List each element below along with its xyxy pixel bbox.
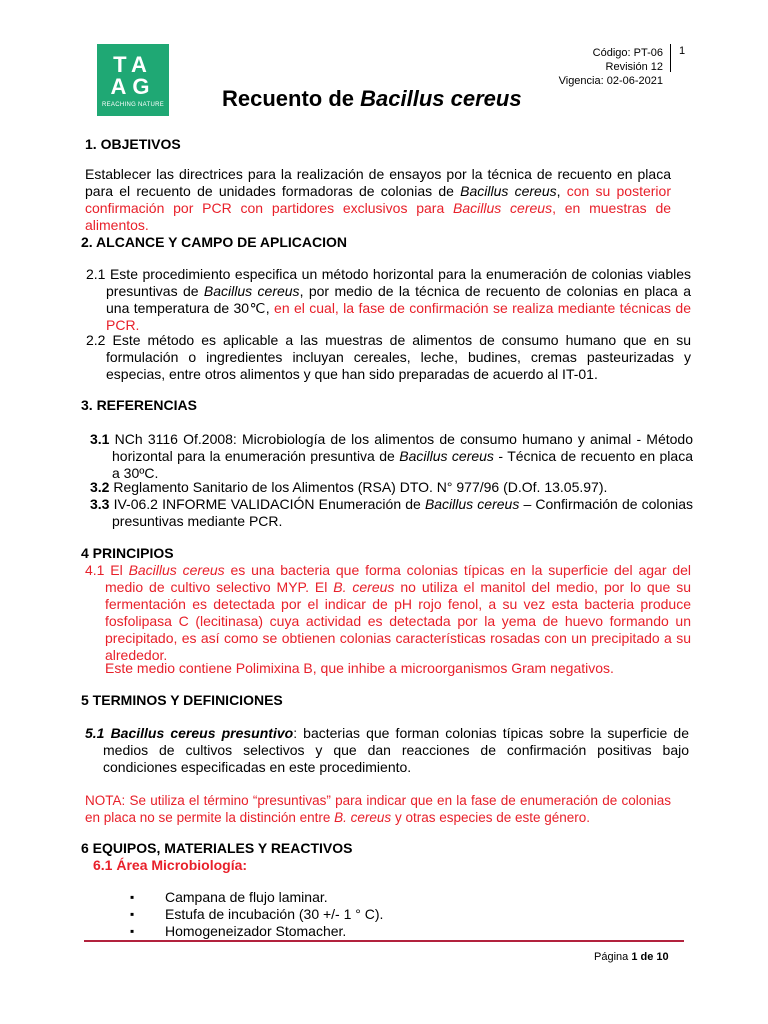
heading-terminos: 5 TERMINOS Y DEFINICIONES <box>81 692 283 708</box>
heading-equipos: 6 EQUIPOS, MATERIALES Y REACTIVOS <box>81 840 353 856</box>
alcance-2-1-red: en el cual, la fase de confirmación se realiza mediante técnicas de PCR. <box>106 300 691 333</box>
objetivos-paragraph <box>85 166 671 234</box>
principios-text-c: no utiliza el manitol del medio, por lo que su fermentación es detectada por el indicar de pH rojo fenol, a su vez esta bacteria produce fosfolipasa C (lecitinasa) cuya actividad es detectada por la yema de huevo formando un precipitado, es así como se obtienen colonias características rosadas con un precipitado a su alrededor. <box>105 579 691 663</box>
objetivos-species: Bacillus cereus <box>460 183 557 199</box>
principios-species-1: Bacillus cereus <box>128 562 225 578</box>
objetivos-red-text: con su posterior confirmación por PCR con partidores exclusivos para <box>85 183 671 216</box>
footer-divider <box>84 940 684 942</box>
principios-text-b: es una bacteria que forma colonias típicas en la superficie del agar del medio de cultivo selectivo MYP. El <box>105 562 692 595</box>
objetivos-comma: , <box>556 183 561 199</box>
ref-3-3-species: Bacillus cereus <box>424 496 520 512</box>
nota-species: B. cereus <box>334 810 392 825</box>
header-page-number: 1 <box>670 44 693 72</box>
nota-paragraph <box>85 792 671 826</box>
heading-referencias: 3. REFERENCIAS <box>81 397 197 413</box>
principios-species-2: B. cereus <box>333 579 395 595</box>
principios-text-a: 4.1 El <box>85 562 129 578</box>
list-item: ▪ Campana de flujo laminar. <box>130 889 630 906</box>
termino-5-1 <box>85 725 689 776</box>
logo-line-2: AG <box>110 74 156 99</box>
footer-label: Página <box>594 951 632 963</box>
ref-3-1-text-b: - Técnica de recuento en placa a 30ºC. <box>112 448 693 481</box>
footer-page-indicator <box>594 951 669 963</box>
alcance-item-2-2: 2.2 Este método es aplicable a las muestras de alimentos de consumo humano que en su formulación o ingredientes incluyan cereales, leche, budines, cremas pasteurizadas y especias, entre otros alimentos y que han sido preparadas de acuerdo al IT-01. <box>86 332 691 382</box>
referencia-3-2 <box>90 479 671 496</box>
company-logo <box>97 44 169 116</box>
alcance-2-1-text: 2.1 Este procedimiento especifica un método horizontal para la enumeración de colonias viables presuntivas de <box>86 266 691 299</box>
alcance-item-2-1 <box>86 266 691 334</box>
equipment-list <box>130 889 630 940</box>
heading-alcance: 2. ALCANCE Y CAMPO DE APLICACION <box>81 234 348 250</box>
referencia-3-3 <box>90 496 693 530</box>
title-species: Bacillus cereus <box>360 86 522 111</box>
list-item: ▪ Homogeneizador Stomacher. <box>130 923 630 940</box>
objetivos-red-species: Bacillus cereus <box>453 200 553 216</box>
termino-5-1-term: 5.1 Bacillus cereus presuntivo <box>85 725 294 741</box>
logo-tagline: REACHING NATURE <box>101 102 165 108</box>
ref-3-2-text: Reglamento Sanitario de los Alimentos (RSA) DTO. N° 977/96 (D.Of. 13.05.97). <box>109 479 608 495</box>
objetivos-text: Establecer las directrices para la realización de ensayos por la técnica de recuento en placa para el recuento de unidades formadoras de colonias de <box>85 166 671 199</box>
footer-total-pages: 10 <box>656 951 669 963</box>
document-meta <box>503 46 663 88</box>
ref-3-3-number: 3.3 <box>90 496 110 512</box>
nota-text-b: y otras especies de este género. <box>391 810 591 825</box>
title-prefix: Recuento de <box>222 86 361 111</box>
document-code: Código: PT-06 <box>592 47 663 59</box>
document-validity: Vigencia: 02-06-2021 <box>558 75 663 87</box>
subheading-area-microbiologia: 6.1 Área Microbiología: <box>93 857 248 873</box>
ref-3-1-species: Bacillus cereus <box>399 448 494 464</box>
objetivos-red-end: , en muestras de alimentos. <box>85 200 672 233</box>
ref-3-3-text: IV-06.2 INFORME VALIDACIÓN Enumeración de <box>109 496 425 512</box>
ref-3-1-text: NCh 3116 Of.2008: Microbiología de los alimentos de consumo humano y animal - Método horizontal para la enumeración presuntiva de <box>109 431 693 464</box>
footer-current-page: 1 <box>631 951 638 963</box>
heading-principios: 4 PRINCIPIOS <box>81 545 174 561</box>
alcance-2-1-text-b: , por medio de la técnica de recuento de colonias en placa a una temperatura de 30℃, <box>106 283 691 316</box>
footer-of: de <box>637 951 657 963</box>
document-revision: Revisión 12 <box>605 61 663 73</box>
principios-paragraph <box>85 562 691 664</box>
principios-polimixina: Este medio contiene Polimixina B, que inhibe a microorganismos Gram negativos. <box>105 660 614 676</box>
alcance-2-1-species: Bacillus cereus <box>203 283 300 299</box>
ref-3-1-number: 3.1 <box>90 431 110 447</box>
page-title <box>222 86 522 112</box>
ref-3-2-number: 3.2 <box>90 479 110 495</box>
termino-5-1-definition: : bacterias que forman colonias típicas sobre la superficie de medios de cultivos selectivos y que dan reacciones de confirmación positivas bajo condiciones especificadas en este procedimiento. <box>103 725 689 775</box>
list-item: ▪ Estufa de incubación (30 +/- 1 ° C). <box>130 906 630 923</box>
ref-3-3-text-b: – Confirmación de colonias presuntivas mediante PCR. <box>112 496 694 529</box>
nota-text: NOTA: Se utiliza el término “presuntivas” para indicar que en la fase de enumeración de colonias en placa no se permite la distinción entre <box>85 793 671 825</box>
heading-objetivos: 1. OBJETIVOS <box>85 136 181 152</box>
referencia-3-1 <box>90 431 693 482</box>
logo-line-1: TA <box>113 52 153 77</box>
